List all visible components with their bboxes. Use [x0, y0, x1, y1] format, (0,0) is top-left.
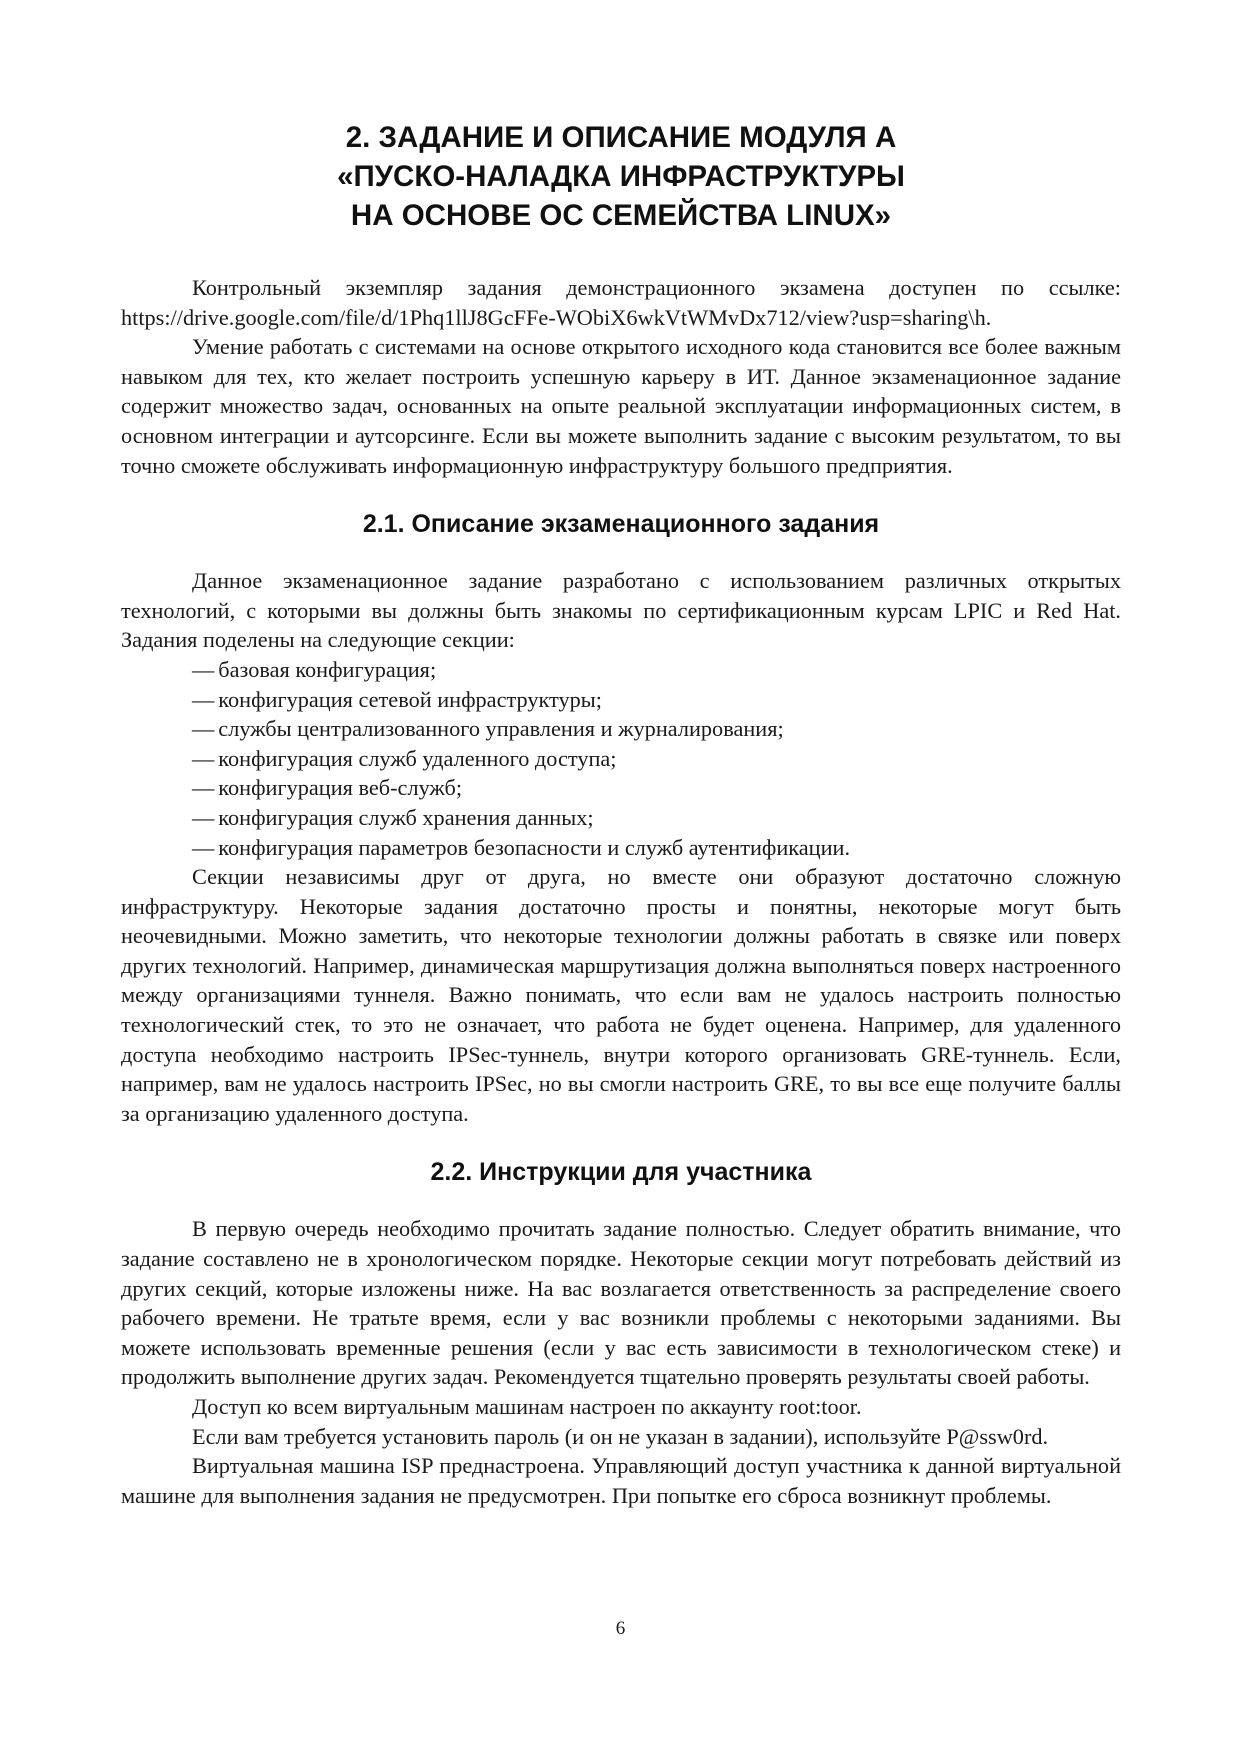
sections-list — [121, 655, 1121, 862]
list-item: — конфигурация веб-служб; — [192, 775, 463, 801]
section-2-2-paragraph-3: Если вам требуется установить пароль (и он не указан в задании), используйте P@ssw0rd. — [192, 1423, 1049, 1449]
chapter-title — [121, 118, 1121, 235]
list-item: — конфигурация служб удаленного доступа; — [192, 745, 617, 771]
intro-link-text: Контрольный экземпляр задания демонстрационного экзамена доступен по ссылке: — [192, 275, 1121, 300]
list-item: — службы централизованного управления и журналирования; — [192, 716, 784, 742]
list-item: — конфигурация служб хранения данных; — [192, 804, 594, 830]
intro-paragraph: Умение работать с системами на основе открытого исходного кода становится все более важным навыком для тех, кто желает построить успешную карьеру в ИТ. Данное экзаменационное задание содержит множество задач, основанных на опыте реальной эксплуатации информационных систем, в основном интеграции и аутсорсинге. Если вы можете выполнить задание с высоким результатом, то вы точно сможете обслуживать информационную инфраструктуру большого предприятия. — [121, 334, 1121, 478]
intro-link-paragraph — [121, 273, 1121, 332]
section-2-2-paragraph-2: Доступ ко всем виртуальным машинам настроен по аккаунту root:toor. — [192, 1394, 862, 1419]
list-item: — конфигурация сетевой инфраструктуры; — [192, 686, 602, 712]
section-2-1-paragraph-1: Данное экзаменационное задание разработано с использованием различных открытых технологий, с которыми вы должны быть знакомы по сертификационным курсам LPIC и Red Hat. Задания поделены на следующие секции: — [121, 568, 1121, 653]
chapter-title-line-2: «ПУСКО-НАЛАДКА ИНФРАСТРУКТУРЫ — [337, 160, 905, 193]
list-item: — базовая конфигурация; — [192, 656, 437, 682]
chapter-title-line-3: НА ОСНОВЕ ОС СЕМЕЙСТВА LINUX» — [350, 199, 892, 232]
section-2-1-paragraph-2: Секции независимы друг от друга, но вместе они образуют достаточно сложную инфраструктуру. Некоторые задания достаточно просты и понятны, некоторые могут быть неочевидными. Можно заметить, что некоторые технологии должны работать в связке или поверх других технологий. Например, динамическая маршрутизация должна выполняться поверх настроенного между организациями туннеля. Важно понимать, что если вам не удалось настроить полностью технологический стек, то это не означает, что работа не будет оценена. Например, для удаленного доступа необходимо настроить IPSec-туннель, внутри которого организовать GRE-туннель. Если, например, вам не удалось настроить IPSec, но вы смогли настроить GRE, то вы все еще получите баллы за организацию удаленного доступа. — [121, 864, 1121, 1126]
list-item: — конфигурация параметров безопасности и служб аутентификации. — [192, 834, 851, 860]
intro-link-url[interactable]: https://drive.google.com/file/d/1Phq1llJ8GcFFe-WObiX6wkVtWMvDx712/view?usp=sharing\h. — [121, 304, 992, 330]
section-2-2-heading: 2.2. Инструкции для участника — [430, 1158, 812, 1187]
chapter-title-line-1: 2. ЗАДАНИЕ И ОПИСАНИЕ МОДУЛЯ А — [345, 121, 897, 154]
section-2-2-paragraph-1: В первую очередь необходимо прочитать задание полностью. Следует обратить внимание, что задание составлено не в хронологическом порядке. Некоторые секции могут потребовать действий из других секций, которые изложены ниже. На вас возлагается ответственность за распределение своего рабочего времени. Не тратьте время, если у вас возникли проблемы с некоторыми заданиями. Вы можете использовать временные решения (если у вас есть зависимости в технологическом стеке) и продолжить выполнение других задач. Рекомендуется тщательно проверять результаты своей работы. — [121, 1216, 1121, 1390]
section-2-2-paragraph-4: Виртуальная машина ISP преднастроена. Управляющий доступ участника к данной виртуальной машине для выполнения задания не предусмотрен. При попытке его сброса возникнут проблемы. — [121, 1453, 1121, 1508]
section-2-1-heading: 2.1. Описание экзаменационного задания — [362, 510, 880, 539]
page-content — [121, 118, 1121, 1510]
page-number: 6 — [615, 1618, 626, 1639]
